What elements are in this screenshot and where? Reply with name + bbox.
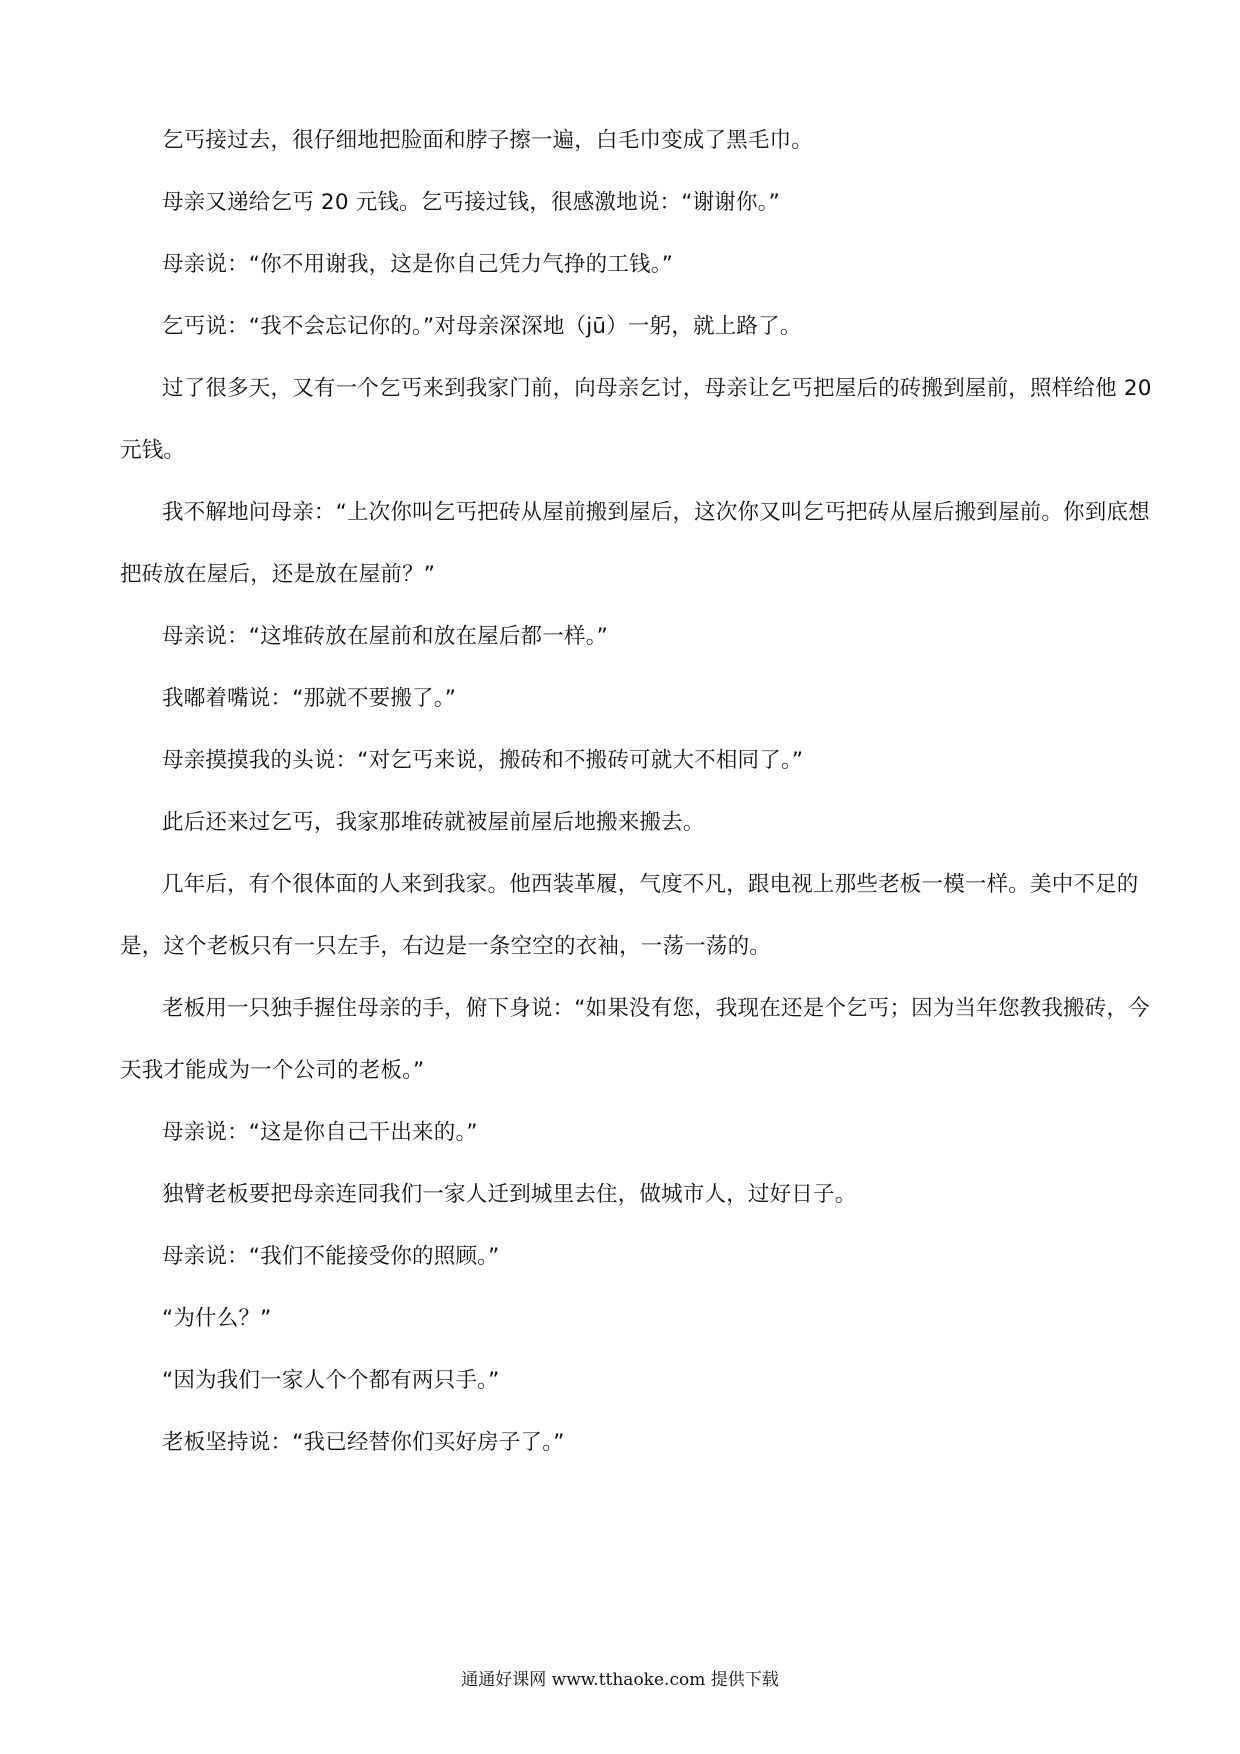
text-line: 老板用一只独手握住母亲的手，俯下身说：“如果没有您，我现在还是个乞丐；因为当年您教我搬砖，今 (162, 996, 1150, 1021)
text-line: 母亲又递给乞丐 20 元钱。乞丐接过钱，很感激地说：“谢谢你。” (162, 190, 780, 215)
text-line: 是，这个老板只有一只左手，右边是一条空空的衣袖，一荡一荡的。 (120, 934, 772, 959)
text-line: 母亲说：“我们不能接受你的照顾。” (162, 1244, 500, 1269)
text-line: 过了很多天，又有一个乞丐来到我家门前，向母亲乞讨，母亲让乞丐把屋后的砖搬到屋前，照样给他 20 (162, 376, 1152, 401)
text-line: 乞丐说：“我不会忘记你的。”对母亲深深地（jū）一躬，就上路了。 (162, 314, 802, 339)
text-line: 我不解地问母亲：“上次你叫乞丐把砖从屋前搬到屋后，这次你又叫乞丐把砖从屋后搬到屋前。你到底想 (162, 500, 1150, 525)
text-line: 天我才能成为一个公司的老板。” (120, 1058, 425, 1083)
text-line: 老板坚持说：“我已经替你们买好房子了。” (162, 1430, 565, 1455)
text-line: 此后还来过乞丐，我家那堆砖就被屋前屋后地搬来搬去。 (162, 810, 705, 835)
text-line: 我嘟着嘴说：“那就不要搬了。” (162, 686, 457, 711)
page-footer: 通通好课网 www.tthaoke.com 提供下载 (461, 1670, 779, 1690)
text-line: 几年后，有个很体面的人来到我家。他西装革履，气度不凡，跟电视上那些老板一模一样。美中不足的 (162, 872, 1139, 897)
text-line: 母亲说：“你不用谢我，这是你自己凭力气挣的工钱。” (162, 252, 674, 277)
text-line: 母亲摸摸我的头说：“对乞丐来说，搬砖和不搬砖可就大不相同了。” (162, 748, 804, 773)
text-line: 母亲说：“这是你自己干出来的。” (162, 1120, 478, 1145)
text-line: 乞丐接过去，很仔细地把脸面和脖子擦一遍，白毛巾变成了黑毛巾。 (162, 128, 814, 153)
text-line: 元钱。 (120, 438, 186, 463)
text-line: 独臂老板要把母亲连同我们一家人迁到城里去住，做城市人，过好日子。 (162, 1182, 857, 1207)
text-line: 把砖放在屋后，还是放在屋前？” (120, 562, 436, 587)
text-line: 母亲说：“这堆砖放在屋前和放在屋后都一样。” (162, 624, 608, 649)
text-line: “因为我们一家人个个都有两只手。” (162, 1368, 500, 1393)
text-line: “为什么？” (162, 1306, 272, 1331)
